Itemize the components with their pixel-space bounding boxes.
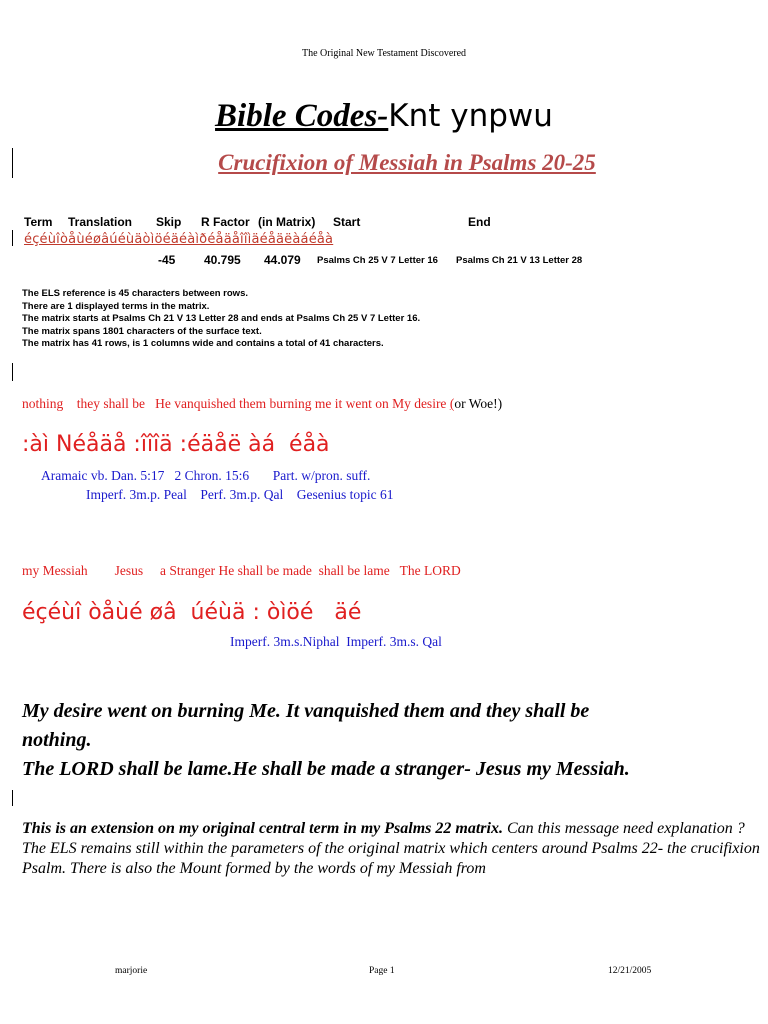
term-hebrew-string: éçéùîòåùéøâúéùäòìöéäéàìðéåäåîîìäéåäëàáéåà	[24, 232, 334, 247]
column-skip: Skip	[156, 215, 182, 229]
translation-line-2: my Messiah Jesus a Stranger He shall be made shall be lame The LORD	[22, 563, 461, 578]
summary-line: My desire went on burning Me. It vanquished them and they shall be	[22, 700, 590, 722]
title-bible-codes: Bible Codes-	[215, 98, 389, 134]
hebrew-line-2: éçéùî òåùé øâ úéùä : òìöé äé	[22, 600, 362, 625]
cursor-bar-4	[12, 790, 13, 806]
grammar-line-1a: Aramaic vb. Dan. 5:17 2 Chron. 15:6 Part. w/pron. suff.	[41, 468, 371, 483]
info-line: The matrix starts at Psalms Ch 21 V 13 Letter 28 and ends at Psalms Ch 25 V 7 Letter 16.	[22, 313, 421, 324]
page-header: The Original New Testament Discovered	[301, 48, 467, 59]
footer-page: Page 1	[369, 966, 395, 976]
row-skip: -45	[158, 253, 176, 267]
summary-line: nothing.	[22, 729, 92, 751]
summary-text	[22, 697, 742, 784]
open-paren: (	[449, 396, 455, 411]
row-end: Psalms Ch 21 V 13 Letter 28	[456, 255, 583, 266]
grammar-line-1b: Imperf. 3m.p. Peal Perf. 3m.p. Qal Gesenius topic 61	[86, 487, 394, 502]
row-start: Psalms Ch 25 V 7 Letter 16	[317, 255, 438, 266]
translation-alt: or Woe!)	[454, 396, 503, 411]
document-subtitle: Crucifixion of Messiah in Psalms 20-25	[218, 150, 596, 175]
title-hebrew-font: Knt ynpwu	[388, 98, 553, 134]
info-line: The matrix spans 1801 characters of the surface text.	[22, 325, 262, 337]
row-in-matrix: 44.079	[264, 253, 301, 267]
column-end: End	[468, 215, 491, 229]
translation-line-1	[22, 396, 502, 412]
cursor-bar-2	[12, 230, 13, 246]
column-start: Start	[333, 215, 361, 229]
row-rfactor: 40.795	[204, 253, 241, 267]
column-term: Term	[24, 215, 53, 229]
document-title	[0, 98, 768, 135]
column-translation: Translation	[68, 215, 133, 229]
paragraph-bold: This is an extension on my original central term in my Psalms 22 matrix.	[22, 820, 503, 837]
info-line: There are 1 displayed terms in the matrix.	[22, 300, 210, 312]
summary-line: The LORD shall be lame.He shall be made a stranger- Jesus my Messiah.	[22, 758, 630, 780]
cursor-bar-3	[12, 363, 13, 381]
paragraph-rest: Can this message need explanation ? The ELS remains still within the parameters of the original matrix which centers around Psalms 22- the crucifixion Psalm. There is also the Mount formed by the words of my Messiah from	[22, 820, 760, 877]
info-line: The ELS reference is 45 characters between rows.	[22, 288, 248, 299]
footer-author: marjorie	[115, 966, 148, 976]
matrix-info	[22, 288, 420, 351]
hebrew-line-1: :àì Néåäå :îîîä :éäåë àá éåà	[22, 432, 330, 457]
translation-text: nothing they shall be He vanquished them burning me it went on My desire	[22, 396, 450, 411]
column-in-matrix: (in Matrix)	[258, 215, 316, 229]
info-line: The matrix has 41 rows, is 1 columns wide and contains a total of 41 characters.	[22, 338, 384, 349]
grammar-line-2: Imperf. 3m.s.Niphal Imperf. 3m.s. Qal	[230, 634, 442, 649]
column-rfactor: R Factor	[201, 215, 250, 229]
footer-date: 12/21/2005	[608, 966, 652, 976]
explanation-paragraph	[22, 819, 762, 879]
